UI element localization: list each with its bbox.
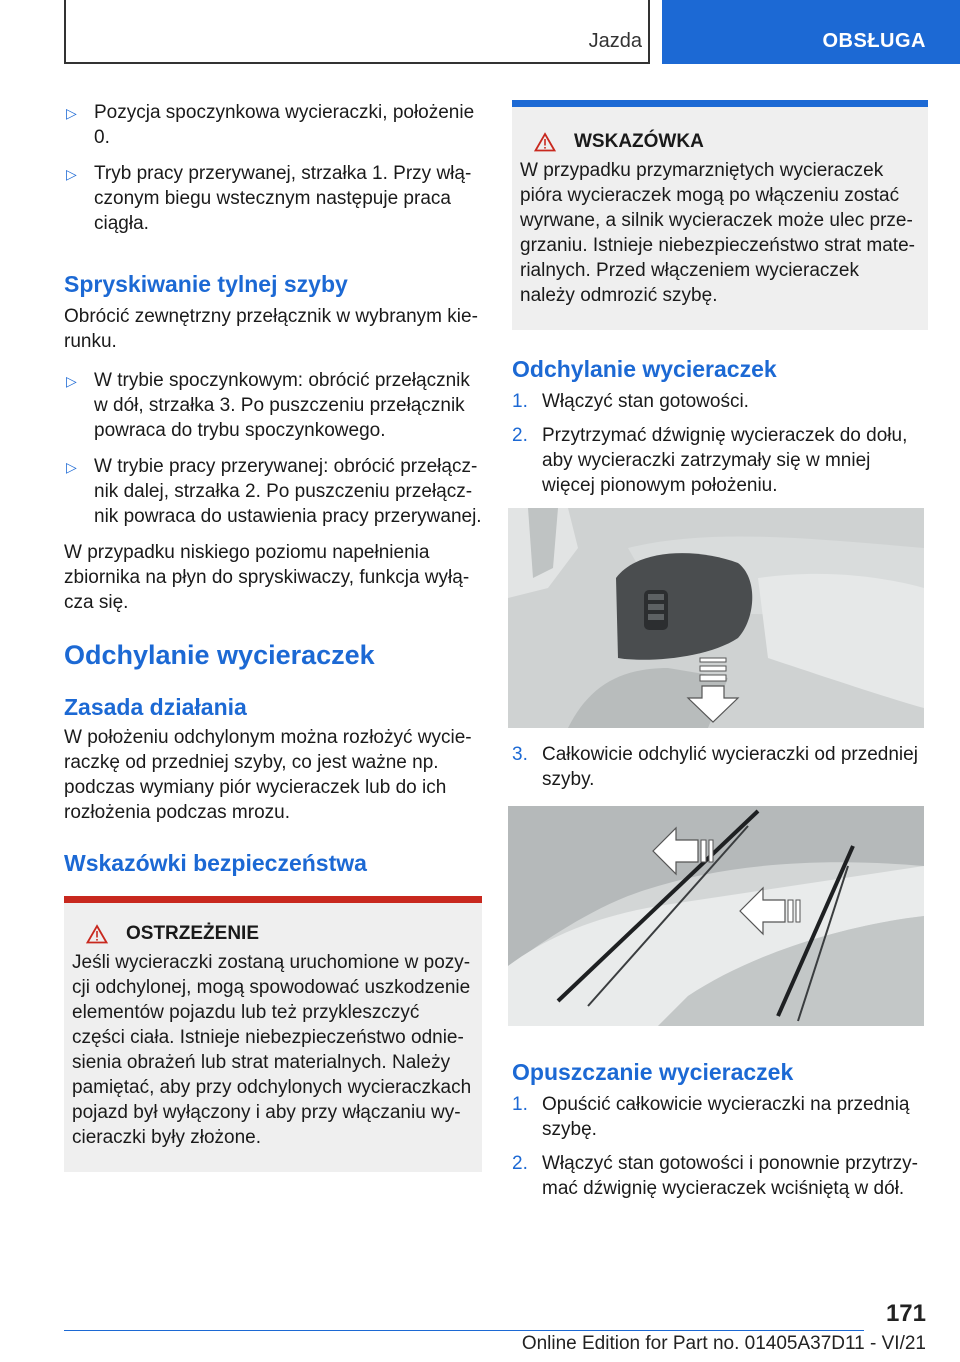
triangle-bullet-icon: ▷: [66, 105, 77, 121]
notice-bar: [512, 100, 928, 107]
low-level-note: W przypadku niskiego poziomu napełnienia zbiornika na płyn do spryskiwaczy, funkcja wyłą‐ cza się.: [64, 542, 470, 613]
header-frame: [64, 0, 650, 64]
footer-divider: [64, 1330, 864, 1331]
page-number: 171: [885, 1300, 926, 1327]
warning-box: [64, 896, 482, 1172]
heading-rear-washer: Spryskiwanie tylnej szyby: [64, 271, 348, 297]
list-item: ▷ W trybie spoczynkowym: obrócić przełącznik w dół, strzałka 3. Po puszczeniu przełącznik powraca do trybu spoczynkowego.: [66, 370, 470, 441]
notice-text: W przypadku przymarzniętych wycieraczek pióra wycieraczek mogą po włączeniu zostać wyrwane, a silnik wycieraczek może ulec prze‐ grzaniu. Istnieje niebezpieczeństwo strat mate‐ rialnych. Przed włączeniem wycieraczek należy odmrozić szybę.: [520, 160, 915, 306]
wiper-lever-illustration: [508, 508, 924, 728]
section-tab: [662, 0, 960, 64]
notice-box: [512, 100, 928, 330]
triangle-bullet-icon: ▷: [66, 166, 77, 182]
triangle-bullet-icon: ▷: [66, 459, 77, 475]
list-item: ▷ Tryb pracy przerywanej, strzałka 1. Przy włą‐ czonym biegu wstecznym następuje praca ciągła.: [66, 163, 472, 234]
warning-title: OSTRZEŻENIE: [72, 921, 472, 946]
windshield-wipers-illustration: [508, 806, 924, 1026]
warning-text: Jeśli wycieraczki zostaną uruchomione w pozy‐ cji odchylonej, mogą spowodować uszkodzenie elementów pojazdu lub też przykleszczyć części ciała. Istnieje niebezpieczeństwo odnie‐ sienia obrażeń lub strat materialnych. Należy pamiętać, aby przy odchylonych wycieraczkach pojazd był wyłączony i aby przy włączaniu wy‐ cieraczki były złożone.: [72, 952, 472, 1148]
warning-triangle-icon: [86, 924, 108, 944]
section-tab-label: OBSŁUGA: [822, 30, 926, 52]
step-item: 1. Włączyć stan gotowości.: [512, 391, 749, 412]
list-item: ▷ Pozycja spoczynkowa wycieraczki, położenie 0.: [66, 102, 475, 148]
heading-wiper-fold: Odchylanie wycieraczek: [64, 640, 375, 670]
warning-bar: [64, 896, 482, 903]
step-item: 1. Opuścić całkowicie wycieraczki na przednią szybę.: [512, 1094, 910, 1140]
step-item: 2. Włączyć stan gotowości i ponownie przytrzy‐ mać dźwignię wycieraczek wciśniętą w dół.: [512, 1153, 918, 1199]
heading-principle: Zasada działania: [64, 694, 247, 720]
notice-title: WSKAZÓWKA: [520, 129, 918, 154]
edition-note: Online Edition for Part no. 01405A37D11 - VI/21: [521, 1333, 926, 1354]
warning-triangle-icon: [534, 132, 556, 152]
right-column: [512, 100, 928, 1210]
step-item: 2. Przytrzymać dźwignię wycieraczek do dołu, aby wycieraczki zatrzymały się w mniej więcej pionowym położeniu.: [512, 425, 908, 496]
triangle-bullet-icon: ▷: [66, 373, 77, 389]
principle-text: W położeniu odchylonym można rozłożyć wycie‐ raczkę od przedniej szyby, co jest ważne np. podczas wymiany piór wycieraczek lub do ich rozłożenia podczas mrozu.: [64, 727, 472, 823]
heading-fold-steps: Odchylanie wycieraczek: [512, 356, 777, 382]
list-item: ▷ W trybie pracy przerywanej: obrócić przełącz‐ nik dalej, strzałka 2. Po puszczeniu przełącz‐ nik powraca do ustawienia pracy przerywanej.: [66, 456, 482, 527]
section-title: Jazda: [588, 30, 642, 52]
rear-intro: Obrócić zewnętrzny przełącznik w wybranym kie‐ runku.: [64, 306, 478, 352]
heading-safety: Wskazówki bezpieczeństwa: [64, 850, 367, 876]
heading-lower-steps: Opuszczanie wycieraczek: [512, 1059, 794, 1085]
step-item: 3. Całkowicie odchylić wycieraczki od przedniej szyby.: [512, 744, 918, 790]
left-column: [64, 100, 482, 1172]
